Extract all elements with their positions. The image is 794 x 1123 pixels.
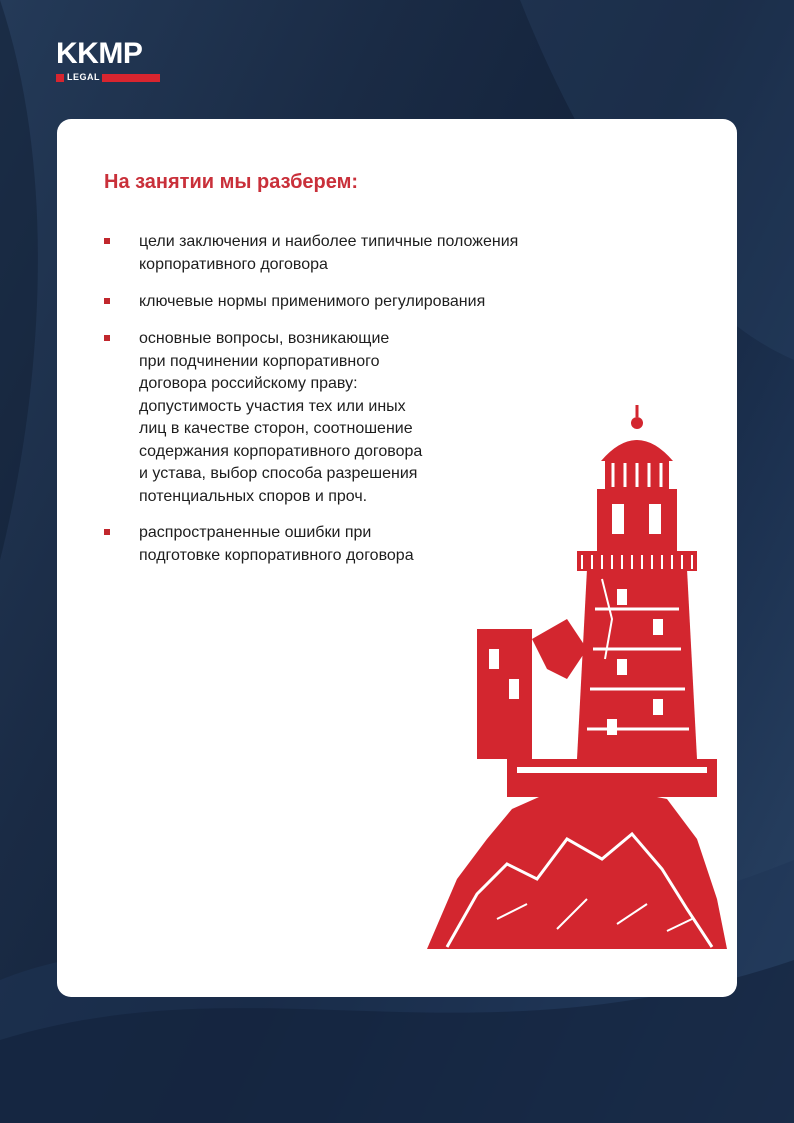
list-item-text: основные вопросы, возникающие при подчинении корпоративного договора российскому праву: допустимость участия тех или иных лиц в качестве сторон, соотношение содержания корпоративного договора и устава, выбор способа разрешения потенциальных споров и проч. <box>139 330 423 505</box>
list-item-text: ключевые нормы применимого регулирования <box>139 293 486 310</box>
section-heading: На занятии мы разберем: <box>104 171 359 193</box>
content-card <box>57 119 737 997</box>
bullet-square-icon <box>104 298 110 304</box>
logo-subtext: LEGAL <box>67 72 100 82</box>
bullet-square-icon <box>104 335 110 341</box>
list-item <box>104 291 485 314</box>
bullet-square-icon <box>104 238 110 244</box>
list-item <box>104 328 422 508</box>
list-item <box>104 231 518 276</box>
bullet-square-icon <box>104 529 110 535</box>
logo-bar <box>102 74 160 82</box>
list-item-text: цели заключения и наиболее типичные положения корпоративного договора <box>139 233 519 273</box>
logo-wordmark: KKMP <box>56 37 143 70</box>
list-item <box>104 522 414 567</box>
lighthouse-icon <box>417 319 737 997</box>
list-item-text: распространенные ошибки при подготовке корпоративного договора <box>139 524 414 564</box>
logo-square-icon <box>56 74 64 82</box>
